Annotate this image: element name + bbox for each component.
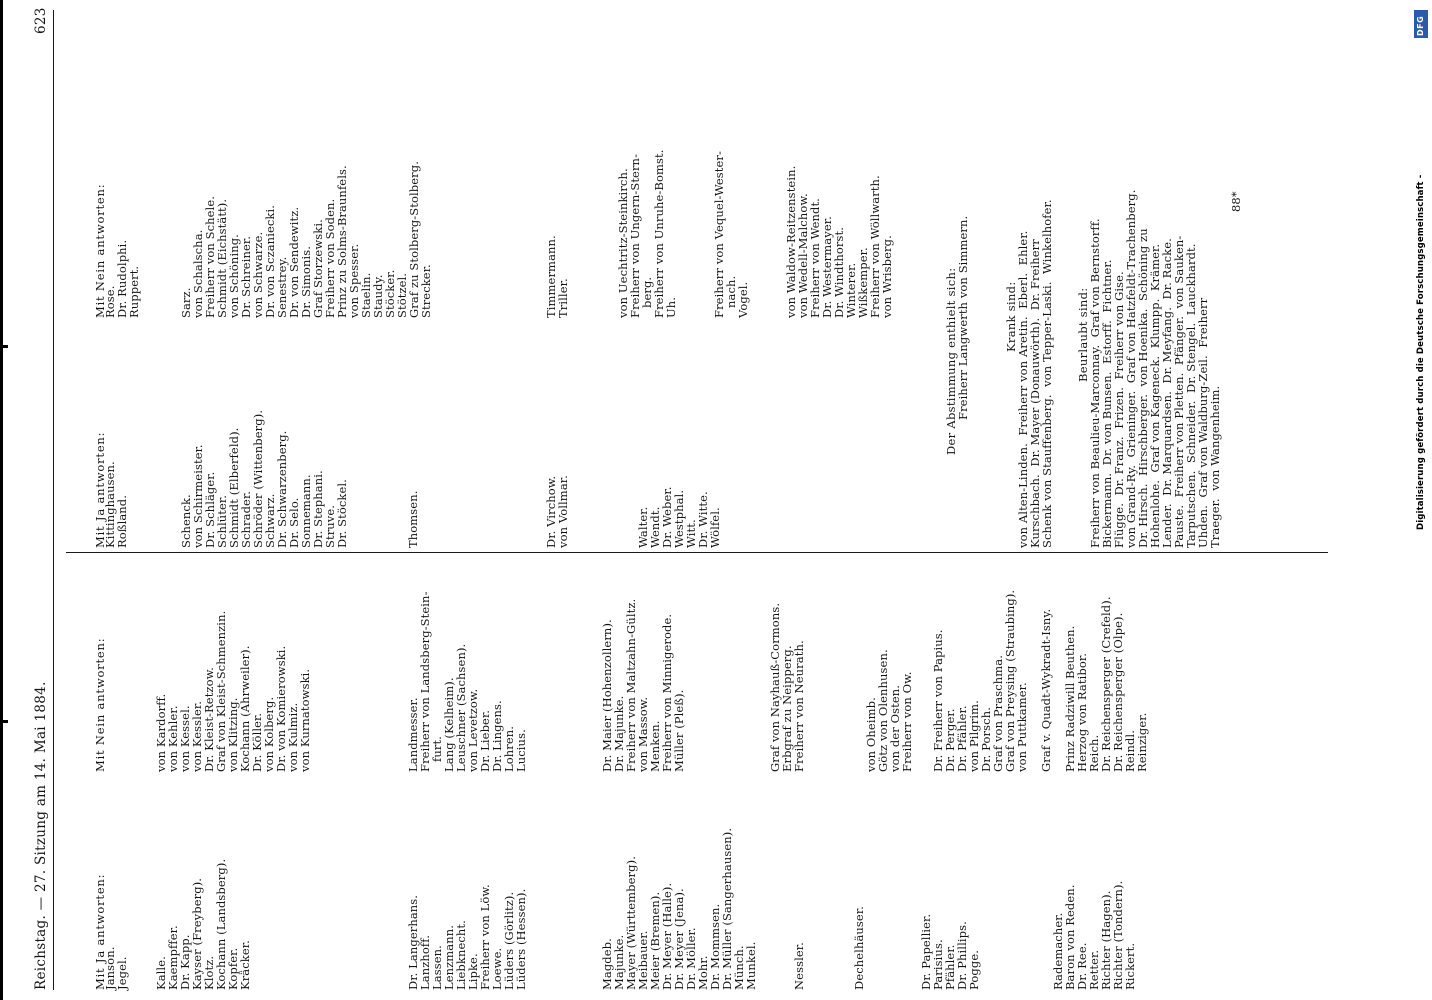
entry-text: Kurschbach. Dr. Mayer (Donauwörth). Dr. Freiherr [1028, 239, 1042, 548]
entry-text: Tarputschen. Schneider. Dr. Stengel. Lauckhardt. [1184, 243, 1198, 548]
name-entry [957, 0, 970, 1000]
entry-text: Reindl. [1123, 730, 1137, 772]
entry-text: Triller. [556, 278, 570, 318]
entry-text: Freiherr von Ungern-Stern- [628, 153, 642, 318]
entry-text: Rose. [103, 285, 117, 318]
entry-text: Janson. [103, 946, 117, 990]
entry-text: Hohenlohe. Graf von Kageneck. Klumpp. Krämer. [1148, 243, 1162, 548]
entry-text: Dechelhäuser. [852, 906, 866, 990]
entry-text: Uh. [664, 296, 678, 318]
entry-text: Rademacher. [1051, 912, 1065, 990]
entry-text: Dr. Stöckel. [335, 479, 349, 548]
entry-text: von Schöning. [227, 234, 241, 318]
entry-text: Lanzhoff. [418, 935, 432, 990]
entry-text: Menken. [648, 720, 662, 772]
entry-text: Schwarz. [263, 493, 277, 548]
entry-text: von Pilgrim. [967, 700, 981, 772]
entry-text: von Uechtritz-Steinkirch. [616, 168, 630, 318]
entry-text: Dr. Westermayer. [820, 216, 834, 318]
entry-text: Kochann (Landsberg). [214, 858, 228, 990]
entry-text: Prinz Radziwill Beuthen. [1063, 625, 1077, 772]
entry-text: von Grand-Ry. Grieninger. Graf von Hatzfeldt-Trachenberg. [1124, 189, 1138, 548]
entry-text: Dr. Köller. [250, 712, 264, 772]
entry-text: Mohr. [696, 955, 710, 990]
entry-text: Schröder (Wittenberg). [251, 409, 265, 548]
entry-text: Parisius. [931, 939, 945, 990]
entry-text: Klotz. [202, 955, 216, 990]
entry-text: von Kehler. [166, 705, 180, 772]
entry-text: Dr. Papellier. [919, 913, 933, 990]
entry-text: Graf von Praschma. [991, 655, 1005, 772]
name-entry [128, 0, 141, 1000]
entry-text: Dr. Möller. [684, 927, 698, 990]
entry-text: Dr. Virchow. [544, 475, 558, 548]
entry-text: Staelin. [359, 272, 373, 318]
entry-text: Thomsen. [406, 490, 420, 548]
name-entry [515, 0, 528, 1000]
entry-text: Winterer. [844, 262, 858, 318]
entry-text: von Kurnatowski. [298, 668, 312, 772]
entry-text: Baron von Reden. [1063, 884, 1077, 990]
entry-text: Sonnemann. [299, 474, 313, 548]
entry-text: Landmesser. [406, 697, 420, 772]
entry-text: Kopfer. [226, 947, 240, 990]
entry-text: Dr. Maier (Hohenzollern). [600, 619, 614, 772]
entry-text: Kaempffer. [166, 925, 180, 990]
entry-text: Dr. Mommsen. [708, 903, 722, 990]
entry-text: Schmidt (Eichstätt). [215, 198, 229, 318]
dfg-logo: DFG [1414, 10, 1428, 38]
entry-text: Timmermann. [544, 235, 558, 318]
entry-text: Lohren. [502, 725, 516, 772]
entry-text: Dr. Schwarzenberg. [275, 430, 289, 548]
entry-text: Majunke. [612, 934, 626, 990]
column-heading-text: Mit Nein antworten: [93, 637, 107, 772]
entry-text: Freiherr von Maltzahn-Gültz. [624, 598, 638, 772]
entry-text: Freiherr von Landsberg-Stein- [418, 591, 432, 772]
entry-text: Dr. von Komierowski. [274, 645, 288, 772]
entry-text: Dr. Witte. [696, 491, 710, 548]
column-heading-text: Mit Ja antworten: [93, 873, 107, 990]
entry-text: Freiherr von Minnigerode. [660, 613, 674, 772]
entry-text: Lender. Dr. Marquardsen. Dr. Meyfang. Dr. Racke. [1160, 238, 1174, 548]
entry-text: Freiherr von Schele. [203, 196, 217, 318]
entry-text: Dr. Hirsch. Hirschberger. von Hoenika. Schöning zu [1136, 228, 1150, 548]
entry-text: von Puttkamer. [1015, 682, 1029, 772]
entry-text: Sarz. [179, 287, 193, 318]
entry-text: Dr. Kleist-Retzow. [202, 667, 216, 772]
entry-text: von Schalscha. [191, 229, 205, 318]
name-entry [901, 0, 914, 1000]
entry-text: von Vollmar. [556, 475, 570, 548]
entry-text: Dr. Selo. [287, 497, 301, 548]
entry-text: von Kolberg. [262, 696, 276, 772]
entry-text: Strecker. [419, 264, 433, 318]
entry-text: Kalle. [154, 956, 168, 990]
entry-text: von Schwarze. [251, 231, 265, 318]
entry-text: Dr. Reichensperger (Crefeld). [1099, 596, 1113, 772]
entry-text: Wendt. [648, 506, 662, 548]
entry-text: Freiherr von Beaulieu-Marconnay. Graf von Bernstorff. [1088, 218, 1102, 548]
entry-text: Uhden. Graf von Waldburg-Zeil. Freiherr [1196, 297, 1210, 548]
entry-text: Kräcker. [238, 940, 252, 990]
entry-text: Struve. [323, 504, 337, 548]
entry-text: Ruppert. [127, 265, 141, 318]
header-rule [53, 10, 54, 990]
entry-text: Retter. [1087, 949, 1101, 990]
entry-text: Freiherr von Unruhe-Bomst. [652, 149, 666, 318]
entry-text: Freiherr von Löw. [478, 884, 492, 990]
entry-text: Dr. Meyer (Jena). [672, 888, 686, 990]
entry-text: von Waldow-Reitzenstein. [784, 165, 798, 318]
entry-text: von Klitzing. [226, 697, 240, 772]
entry-text: Meibauer. [636, 930, 650, 990]
entry-text: Prinz zu Solms-Braunfels. [335, 165, 349, 318]
entry-text: Graf von Preysing (Straubing). [1003, 589, 1017, 772]
entry-text: Lipke. [466, 953, 480, 990]
entry-text: Dr. Freiherr von Papius. [931, 629, 945, 772]
entry-text: Schenk von Stauffenberg. von Tepper-Laski. Winkelhofer. [1040, 199, 1054, 548]
entry-text: Freiherr von Wendt. [808, 198, 822, 318]
name-entry [881, 0, 894, 1000]
entry-text: Flügge. Dr. Franz. Frizen. Freiherr von Gise. [1112, 271, 1126, 548]
entry-text: Nessler. [792, 942, 806, 990]
entry-text: Kayser (Freyberg). [190, 877, 204, 990]
entry-text: von Kessel. [178, 705, 192, 772]
entry-text: Freiherr von Ow. [900, 671, 914, 772]
entry-text: Dr. Lieber. [478, 709, 492, 772]
entry-text: Stöcker. [383, 269, 397, 318]
entry-text: Der Abstimmung enthielt sich: [944, 267, 958, 455]
entry-text: Westphal. [672, 489, 686, 548]
entry-text: Dr. von Sendewitz. [287, 206, 301, 318]
entry-text: von Kulmiz. [286, 702, 300, 772]
column-heading-text: Mit Nein antworten: [93, 183, 107, 318]
entry-text: Rickert. [1123, 942, 1137, 990]
entry-text: von Wedell-Malchow. [796, 193, 810, 318]
entry-text: von Oheimb. [864, 697, 878, 772]
entry-text: Dr. Meyer (Halle). [660, 882, 674, 990]
entry-text: Dr. Schläger. [203, 471, 217, 548]
column-heading-text: Mit Ja antworten: [93, 431, 107, 548]
entry-text: von Schirmeister. [191, 444, 205, 548]
entry-text: Kittinghausen. [103, 461, 117, 548]
entry-text: Witt. [684, 519, 698, 548]
entry-text: Dr. Ree. [1075, 942, 1089, 990]
entry-text: Pogge. [967, 950, 981, 990]
name-entry [737, 0, 750, 1000]
entry-text: Mayer (Württemberg). [624, 856, 638, 990]
entry-text: von Kessler. [190, 701, 204, 772]
entry-text: Leuschner (Sachsen). [454, 643, 468, 772]
entry-text: Freiherr von Neurath. [792, 640, 806, 772]
entry-text: Dr. Müller (Sangerhausen). [720, 827, 734, 990]
dfg-stamp: DFG Digitalisierung gefördert durch die Deutsche Forschungsgemeinschaft - [1414, 10, 1428, 990]
entry-text: Münch. [732, 945, 746, 990]
entry-text: Dr. Majunke. [612, 695, 626, 772]
entry-text: Magdeb. [600, 938, 614, 990]
entry-text: Walter. [636, 506, 650, 548]
page-header-title: Reichstag. — 27. Sitzung am 14. Mai 1884. [33, 681, 49, 990]
entry-text: Stötzel. [395, 272, 409, 318]
entry-text: Pauste. Freiherr von Pletten. Pfänger. von Sauken- [1172, 235, 1186, 548]
entry-text: von Kardorff. [154, 693, 168, 772]
entry-text: Richter (Hagen). [1099, 890, 1113, 990]
entry-text: Freiherr von Vequel-Wester- [712, 151, 726, 318]
entry-text: Freiherr von Soden. [323, 198, 337, 318]
name-entry [1209, 0, 1222, 1000]
entry-text: Lüders (Hessen). [514, 888, 528, 990]
entry-text: Dr. Phillips. [955, 921, 969, 990]
entry-text: Dr. Rudolphi. [115, 239, 129, 318]
entry-text: Kochann (Ahrweiler). [238, 645, 252, 772]
entry-text: Wölfel. [708, 507, 722, 548]
entry-text: Dr. Langerhans. [406, 894, 420, 990]
entry-text: Dr. Porsch. [979, 707, 993, 772]
entry-text: von Levetzow. [466, 688, 480, 772]
entry-text: Staudy. [371, 274, 385, 318]
entry-text: nach. [724, 275, 738, 308]
entry-text: Pfähler. [943, 944, 957, 990]
entry-text: Dr. Weber. [660, 486, 674, 548]
entry-text: von Alten-Linden. Freiherr von Aretin. Eberl. Ehler. [1016, 230, 1030, 548]
entry-text: Roßland. [115, 494, 129, 548]
entry-text: Lucius. [514, 729, 528, 772]
entry-text: furt. [430, 736, 444, 762]
name-entry [420, 0, 433, 1000]
name-entry [665, 0, 678, 1000]
entry-text: Lassen. [430, 945, 444, 990]
entry-text: Dr. Schreiner. [239, 236, 253, 318]
entry-text: Lüders (Görlitz). [502, 891, 516, 990]
entry-text: Dr. von Sczaniecki. [263, 204, 277, 318]
entry-text: Richter (Tondern). [1111, 880, 1125, 990]
entry-text: Beurlaubt sind: [1076, 287, 1090, 382]
entry-text: berg. [640, 276, 654, 308]
entry-text: Dr. Pfähler. [955, 705, 969, 772]
entry-text: Vogel. [736, 281, 750, 318]
entry-text: Reich. [1087, 734, 1101, 772]
entry-text: von Massow. [636, 696, 650, 772]
entry-text: Schrader. [239, 490, 253, 548]
entry-text: Graf von Kleist-Schmenzin. [214, 610, 228, 772]
page-number: 623 [33, 7, 49, 34]
name-entry [557, 0, 570, 1000]
footnote-column [1230, 0, 1243, 1000]
entry-text: Schenck. [179, 494, 193, 548]
footnote-marker: 88* [1229, 191, 1243, 212]
entry-text: Graf zu Stolberg-Stolberg. [407, 161, 421, 318]
entry-text: Freiherr Langwerth von Simmern. [956, 215, 970, 420]
entry-text: Erbgraf zu Neipperg. [780, 645, 794, 772]
entry-text: Herzog von Ratibor. [1075, 653, 1089, 772]
entry-text: Krank sind: [1004, 281, 1018, 352]
entry-text: Liebknecht. [454, 920, 468, 990]
page-number-column [35, 0, 48, 1000]
entry-text: Loewe. [490, 947, 504, 990]
entry-text: Schlüter. [215, 494, 229, 548]
entry-text: Meier (Bremen). [648, 891, 662, 990]
entry-text: Lenzmann. [442, 924, 456, 990]
entry-text: Schmidt (Elberfeld). [227, 427, 241, 548]
entry-text: von Wrisberg. [880, 235, 894, 318]
scan-mark [0, 720, 8, 723]
entry-text: Senestrey. [275, 256, 289, 318]
entry-text: Dr. Kapp. [178, 934, 192, 990]
entry-text: Dr. Simonis. [299, 246, 313, 318]
entry-text: Graf v. Quadt-Wykradt-Isny. [1039, 608, 1053, 772]
entry-text: Dr. Perger. [943, 708, 957, 772]
entry-text: Munkel. [744, 941, 758, 990]
entry-text: Bickermann. Dr. von Bunsen. Estorff. Fichtner. [1100, 259, 1114, 548]
entry-text: Lang (Kelheim). [442, 677, 456, 772]
entry-text: von der Osten. [888, 684, 902, 772]
name-entry [1041, 0, 1054, 1000]
scan-mark [0, 345, 8, 348]
entry-text: Graf Storzewski. [311, 219, 325, 318]
entry-text: Jegel. [115, 956, 129, 990]
entry-text: Müller (Pleß). [672, 689, 686, 772]
entry-text: von Spesser. [347, 243, 361, 318]
entry-text: Dr. Windthorst. [832, 227, 846, 318]
entry-text: Dr. Reichensperger (Olpe). [1111, 612, 1125, 772]
entry-text: Götz von Olenhusen. [876, 649, 890, 772]
entry-text: Wißkemper. [856, 247, 870, 318]
scan-margin-edge [0, 0, 3, 1000]
entry-text: Reinziger. [1135, 712, 1149, 772]
entry-text: Freiherr von Wöllwarth. [868, 175, 882, 318]
entry-text: Traeger. von Wangenheim. [1208, 385, 1222, 548]
entry-text: Dr. Lingens. [490, 700, 504, 772]
entry-text: Graf von Nayhauß-Cormons. [768, 602, 782, 772]
entry-text: Dr. Stephani. [311, 470, 325, 548]
